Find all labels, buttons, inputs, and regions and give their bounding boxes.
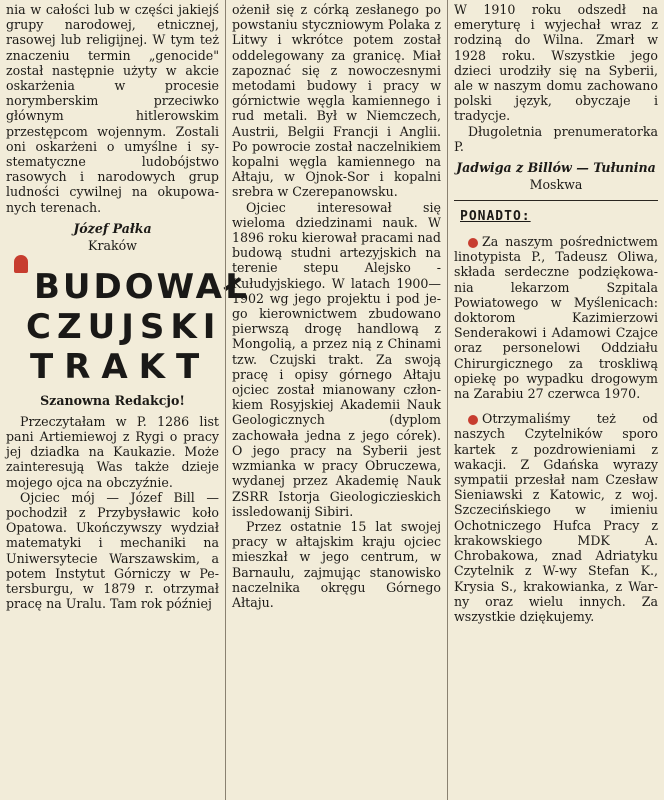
note-1 [454, 234, 658, 401]
column-2 [225, 0, 447, 800]
letter-1-ending: nia w całości lub w części jakiejś grupy narodowej, etnicznej, rasowej lub religijnej. W tym też znaczeniu termin „genocide" został następnie użyty w akcie oskarżenia w procesie norymberskim przeciwko głównym hitlerowskim przestępcom wojennym. Zostali oni oskarżeni o umyślne i systematyczne ludobójstwo rasowych i narodowych grup ludności cywilnej na okupowanych terenach. [6, 2, 219, 215]
section-divider [454, 200, 658, 201]
salutation: Szanowna Redakcjo! [40, 392, 185, 408]
signature-place-moskwa: Moskwa [529, 177, 583, 193]
article-headline [6, 266, 250, 389]
reader-credit: Długoletnia prenumeratorka P. [454, 123, 658, 154]
column-3 [447, 0, 664, 800]
note-2 [454, 411, 658, 624]
article-paragraph-4: Ojciec interesował się wieloma dziedzinami nauk. W 1896 roku kierował pracami nad budową studni artezyjskich na terenie stepu Alejsko - Kułudyjskiego. W latach 1900—1902 wg jego projektu i pod jego kierownictwem zbudowano pierwszą drogę handlową z Mongolią, a przez nią z Chinami tzw. Czujski trakt. Za swoją pracę i opisy górnego Ałtaju ojciec został mianowany członkiem Rosyjskiej Akademii Nauk Geologicznych (dyplom zachowała jedna z jego córek). O jego pracy na Syberii jest wzmianka w pracy Obruczewa, wydanej przez Akademię Nauk ZSRR Istorja Gieologiczieskich issledowanij Sibiri. [232, 199, 441, 519]
red-bullet-icon [468, 415, 478, 425]
article-paragraph-5: Przez ostatnie 15 lat swojej pracy w ałtajskim kraju ojciec mieszkał w jego centrum, w Barnaulu, zajmując stanowisko naczelnika okręgu Górnego Ałtaju. [232, 518, 441, 610]
article-paragraph-1: Przeczytałam w P. 1286 list pani Artiemiewoj z Rygi o pracy jej dziadka na Kaukazie. Może zainteresują Was także dzieje mojego ojca na obczyźnie. [6, 413, 219, 490]
signature-jozef-palka: Józef Pałka [73, 220, 152, 236]
signature-jadwiga: Jadwiga z Billów — Tułunina [456, 160, 656, 176]
headline-line-1: BUDOWAŁ [34, 266, 250, 307]
ponadto-heading: PONADTO: [460, 209, 531, 225]
note-2-text: Otrzymaliśmy też od naszych Czytelników sporo kartek z pozdrowieniami z wakacji. Z Gdańska wyrazy sympatii przesłał nam Czesław Sieniawski z Katowic, z woj. Szczecińskiego w imieniu Ochotniczego Hufca Pracy z krakowskiego MDK A. Chrobakowa, znad Adriatyku Czytelnik z W-wy Stefan K., Krysia S., krakowianka, z Warny oraz wielu innych. Za wszystkie dziękujemy. [454, 411, 658, 624]
article-paragraph-6: W 1910 roku odszedł na emeryturę i wyjechał wraz z rodziną do Wilna. Zmarł w 1928 roku. Wszystkie jego dzieci urodziły się na Syberii, ale w naszym domu zachowano polski język, obyczaje i tradycje. [454, 2, 658, 124]
red-bullet-icon [468, 238, 478, 248]
column-1 [0, 0, 250, 800]
note-1-text: Za naszym pośrednictwem linotypista P., Tadeusz Oliwa, składa serdeczne podziękowania lekarzom Szpitala Powiatowego w Myślenicach: doktorom Kazimierzowi Senderakowi i Adamowi Czajce oraz personelowi Oddziału Chirurgicznego za troskliwą opiekę po wypadku drogowym na Zarabiu 27 czerwca 1970. [454, 234, 658, 402]
article-paragraph-2: Ojciec mój — Józef Bill — pochodził z Przybysławic koło Opatowa. Ukończywszy wydział matematyki i mechaniki na Uniwersytecie Warszawskim, a potem Instytut Górniczy w Petersburgu, w 1879 r. otrzymał pracę na Uralu. Tam rok później [6, 489, 219, 612]
red-drop-icon [14, 255, 28, 273]
headline-line-3: TRAKT [30, 346, 211, 387]
signature-place-krakow: Kraków [88, 237, 137, 253]
article-paragraph-3: ożenił się z córką zesłanego po powstaniu styczniowym Polaka z Litwy i wkrótce potem został oddelegowany za granicę. Miał zapoznać się z nowoczesnymi metodami budowy i pracy w górnictwie węgla kamiennego i rud metali. Był w Niemczech, Austrii, Belgii Francji i Anglii. Po powrocie został naczelnikiem kopalni węgla kamiennego na Ałtaju, w Ojnok-Sor i kopalni srebra w Czerepanowsku. [232, 2, 441, 200]
headline-line-2: CZUJSKI [26, 306, 222, 347]
